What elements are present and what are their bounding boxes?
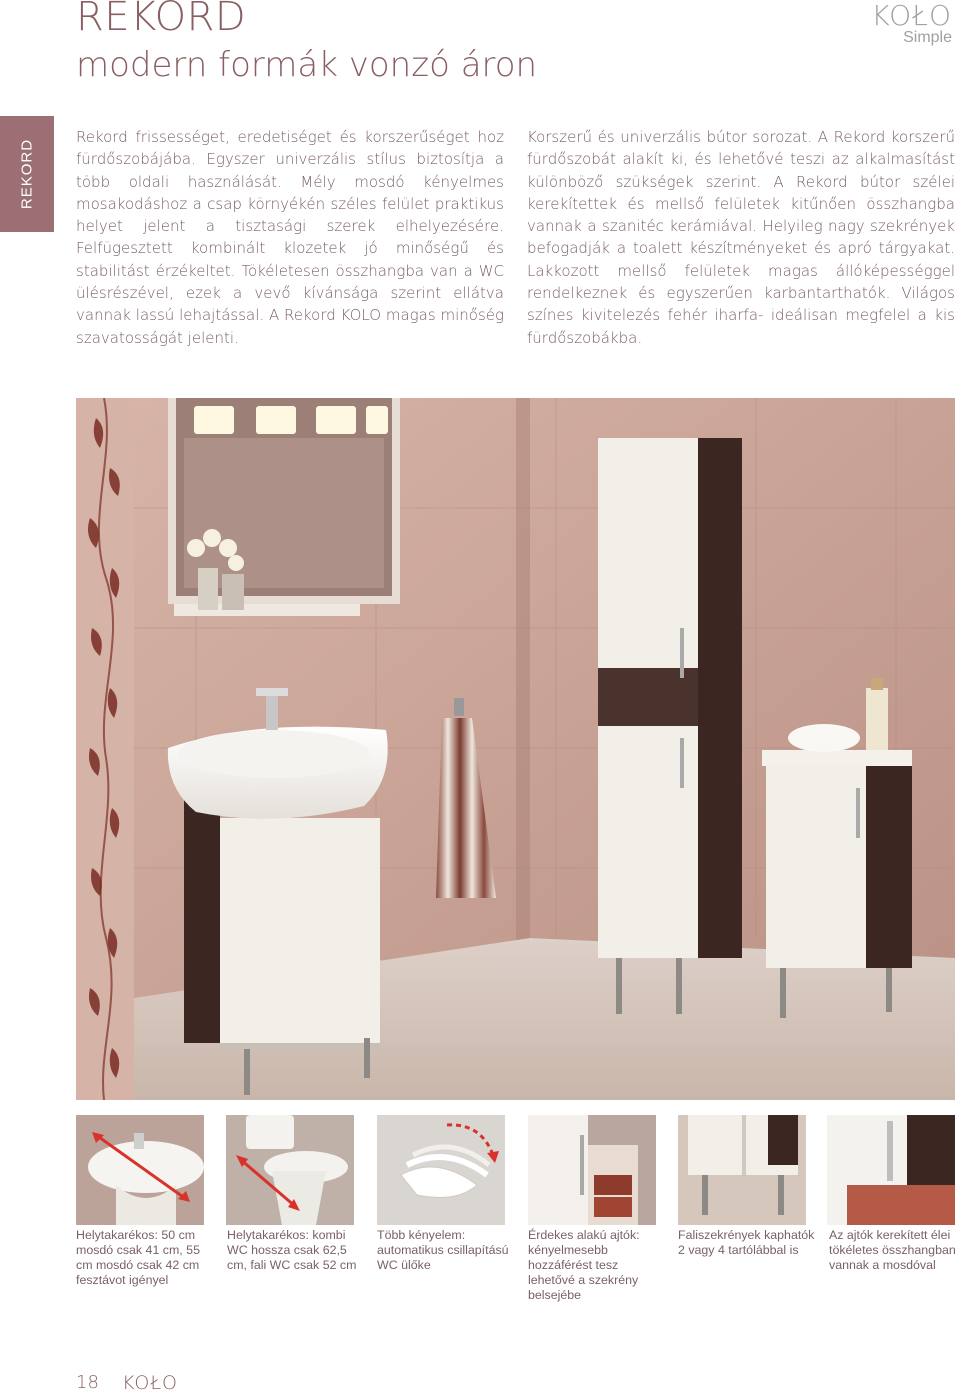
rounded-edges-illustration [827, 1115, 955, 1225]
basin-width-illustration [76, 1115, 204, 1225]
thumb-door [528, 1115, 656, 1225]
wc-length-illustration [226, 1115, 354, 1225]
thumb-seat [377, 1115, 505, 1225]
feature-thumbnails [76, 1115, 955, 1225]
bathroom-photo [76, 398, 955, 1100]
soft-close-seat-illustration [377, 1115, 505, 1225]
caption-door: Érdekes alakú ajtók: kényelmesebb hozzáférést tesz lehetővé a szekrény belsejébe [528, 1228, 640, 1302]
section-tab [0, 116, 54, 232]
thumb-rounded-edges [827, 1115, 955, 1225]
intro-text-left: Rekord frissességet, eredetiséget és korszerűséget hoz fürdőszobájába. Egyszer univerzális stílus biztosítja a több oldali használását. Mély mosdó kényelmes mosakodáshoz a csap környékén széles felület praktikus helyet jelent a tisztasági szerek elhelyezésére. Felfügesztett kombinált klozetek jó minőségű és stabilitást érzékeltet. Tökéletesen összhangba van a WC ülésrészével, ezek a vevő kívánsága szerint ellátva vannak lassú lehajtással. A Rekord KOLO magas minőség szavatosságát jelenti. [76, 128, 504, 347]
thumb-basin [76, 1115, 204, 1225]
logo-brand-text: KOŁO [871, 0, 952, 32]
thumb-wall-cabinet [678, 1115, 806, 1225]
page-subtitle: modern formák vonzó áron [76, 45, 538, 85]
caption-wc: Helytakarékos: kombi WC hossza csak 62,5 cm, fali WC csak 52 cm [227, 1228, 357, 1272]
intro-text-right: Korszerű és univerzális bútor sorozat. A Rekord korszerű fürdőszobát alakít ki, és lehetővé teszi az alkalmasítást különböző szükségek szerint. A Rekord bútor szélei kerekítettek és mellső felületek kitűnően összhangba vannak a szanitéc kerámiával. Helyileg nagy szekrények befogadják a toalett készítményeket és apró tárgyakat. Lakkozott mellső felületek magas állóképességgel rendelkeznek és egyszerűen karbantarthatók. Világos színes kivitelezés fehér iharfa- ideálisan megfelel a kis fürdőszobákba. [527, 128, 955, 347]
page-number: 18 [76, 1372, 99, 1393]
wall-cabinet-illustration [678, 1115, 806, 1225]
footer-logo: KOŁO [122, 1372, 179, 1394]
thumb-wc [226, 1115, 354, 1225]
caption-basin: Helytakarékos: 50 cm mosdó csak 41 cm, 55 cm mosdó csak 42 cm fesztávot igényel [76, 1228, 200, 1287]
brand-logo [871, 2, 952, 46]
door-shape-illustration [528, 1115, 656, 1225]
page-title: REKORD [76, 0, 247, 40]
bathroom-scene [76, 398, 955, 1100]
logo-sub-text: Simple [903, 29, 952, 46]
caption-seat: Több kényelem: automatikus csillapítású WC ülőke [377, 1228, 509, 1272]
section-tab-label: REKORD [18, 138, 36, 210]
caption-rounded-edges: Az ajtók kerekített élei tökéletes összhangban vannak a mosdóval [829, 1228, 956, 1272]
caption-wall-cabinet: Faliszekrények kaphatók 2 vagy 4 tartólábbal is [678, 1228, 815, 1257]
